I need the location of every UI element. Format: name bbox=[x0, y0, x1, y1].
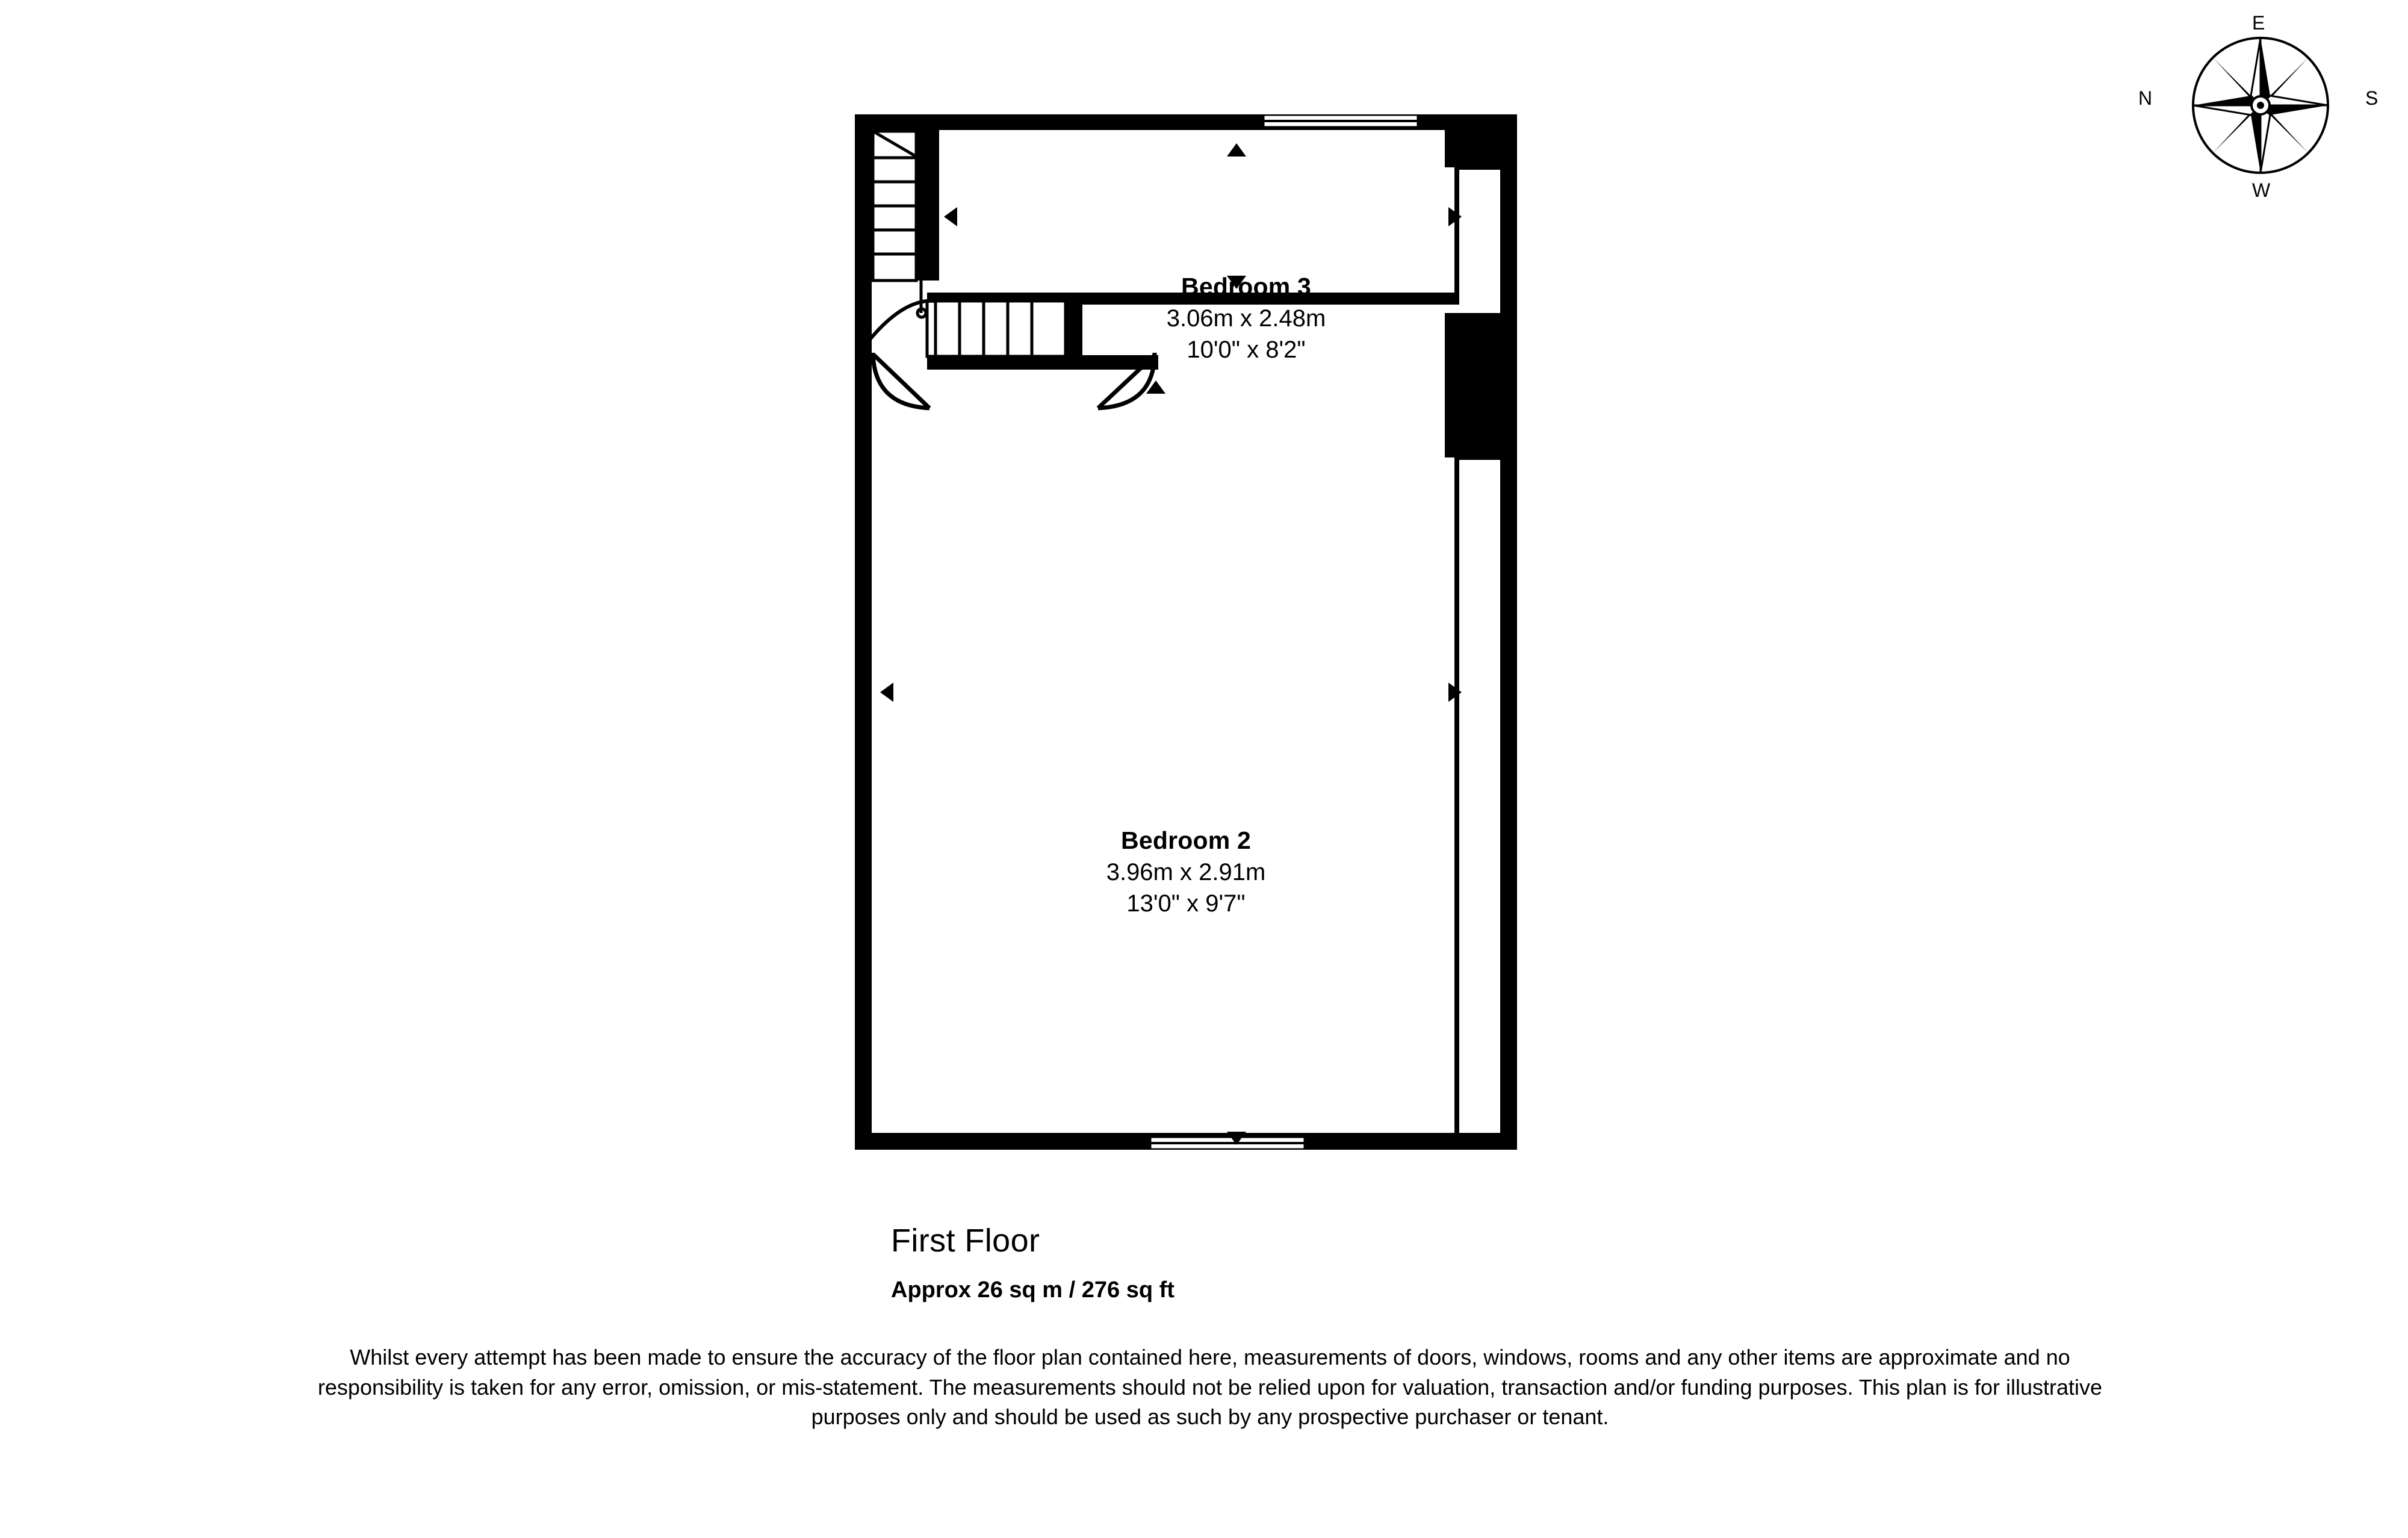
compass-icon bbox=[2134, 12, 2387, 265]
windows bbox=[1150, 114, 1418, 1150]
interior-wall-lines bbox=[1457, 167, 1500, 1133]
staircase-upper bbox=[873, 131, 916, 281]
room-dimensions-imperial: 13'0" x 9'7" bbox=[1126, 890, 1246, 917]
disclaimer-text: Whilst every attempt has been made to ensure the accuracy of the floor plan contained here, measurements of doors, windows, rooms and any other items are approximate and no responsibility is taken for any error, omission, or mis-statement. The measurements should not be relied upon for valuation, transaction and/or funding purposes. This plan is for illustrative purposes only and should be used as such by any prospective purchaser or tenant. bbox=[317, 1345, 2103, 1430]
room-label-bedroom-3 bbox=[1035, 271, 1457, 365]
room-dimensions-imperial: 10'0" x 8'2" bbox=[1187, 336, 1306, 364]
room-name: Bedroom 3 bbox=[1181, 273, 1311, 300]
floor-plan-drawing bbox=[855, 114, 1553, 1150]
compass-label-right: S bbox=[2365, 87, 2379, 109]
room-name: Bedroom 2 bbox=[1121, 826, 1251, 854]
compass-label-left: N bbox=[2138, 87, 2153, 109]
room-dimensions-metric: 3.06m x 2.48m bbox=[1166, 305, 1326, 332]
exterior-walls bbox=[855, 114, 1517, 1150]
compass-label-bottom: W bbox=[2252, 179, 2271, 201]
compass-rose bbox=[2134, 12, 2387, 265]
room-dimensions-metric: 3.96m x 2.91m bbox=[1106, 859, 1266, 886]
compass-label-top: E bbox=[2252, 12, 2265, 34]
room-label-bedroom-2 bbox=[975, 825, 1397, 919]
floor-plan-svg bbox=[855, 114, 1553, 1150]
floor-title: First Floor bbox=[891, 1223, 1040, 1259]
floor-area: Approx 26 sq m / 276 sq ft bbox=[891, 1277, 1175, 1303]
